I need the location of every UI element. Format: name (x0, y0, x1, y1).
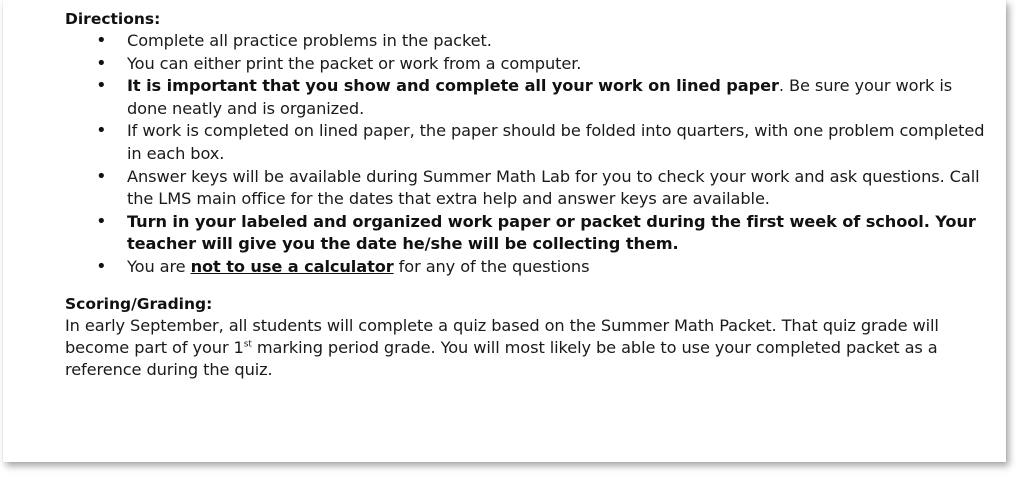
document-page (3, 0, 1006, 462)
scoring-paragraph (65, 315, 965, 381)
list-item (65, 30, 985, 53)
list-item (65, 53, 985, 76)
document-content (65, 8, 985, 381)
list-item-text: You can either print the packet or work from a computer. (127, 53, 582, 73)
list-item-text: Answer keys will be available during Summer Math Lab for you to check your work and ask questions. Call the LMS main office for the dates that extra help and answer keys are available. (127, 166, 980, 209)
directions-heading: Directions: (65, 10, 161, 28)
ordinal-superscript: st (243, 339, 252, 350)
list-item (65, 75, 985, 120)
list-item-text: If work is completed on lined paper, the paper should be folded into quarters, with one problem completed in each box. (127, 121, 985, 163)
directions-list (65, 30, 985, 279)
list-item-bold-text: Turn in your labeled and organized work paper or packet during the first week of school. Your teacher will give you the date he/she will be collecting them. (127, 211, 976, 254)
scoring-heading: Scoring/Grading: (65, 294, 213, 313)
list-item (65, 211, 985, 256)
scoring-paragraph-text: marking period grade. You will most likely be able to use your completed packet as a reference during the quiz. (65, 337, 938, 379)
list-item-text: for any of the questions (393, 256, 590, 276)
scoring-paragraph-text: In early September, all students will complete a quiz based on the Summer Math Packet. That quiz grade will become part of your 1 (65, 315, 939, 357)
list-item-text: . Be sure your work is done neatly and is organized. (127, 76, 953, 118)
list-item-text: You are (127, 256, 191, 276)
list-item-text: Complete all practice problems in the packet. (127, 31, 492, 50)
list-item (65, 256, 985, 279)
list-item-bold-text: It is important that you show and complete all your work on lined paper (127, 76, 779, 96)
list-item (65, 120, 985, 165)
list-item-underlined-bold-text: not to use a calculator (190, 256, 394, 276)
list-item (65, 166, 985, 211)
